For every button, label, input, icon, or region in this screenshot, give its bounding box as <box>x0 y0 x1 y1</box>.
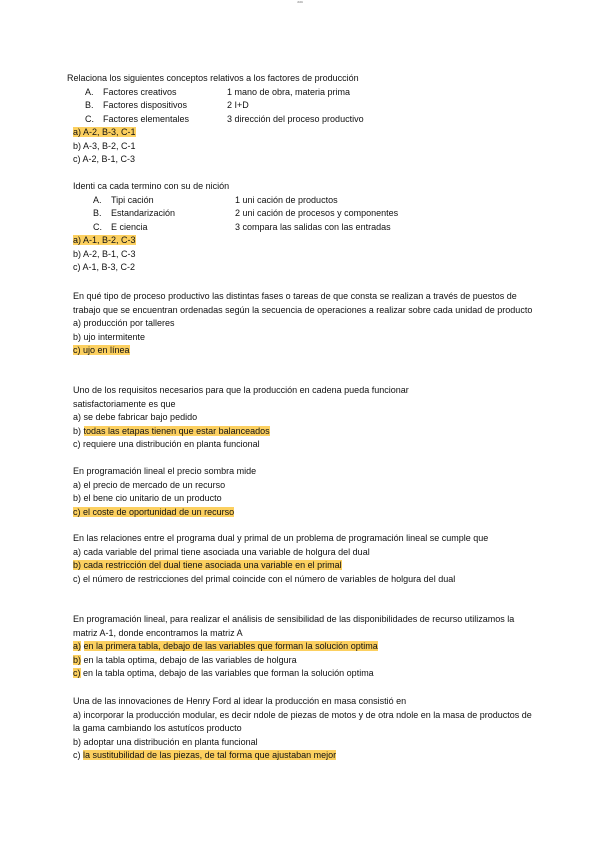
answer-option: c) el número de restricciones del primal coincide con el número de variables de holgura del dual <box>73 573 456 584</box>
question-4 <box>73 384 533 452</box>
question-6 <box>73 532 533 586</box>
question-prompt: Relaciona los siguientes conceptos relativos a los factores de producción <box>67 73 359 83</box>
question-prompt: Una de las innovaciones de Henry Ford al idear la producción en masa consistió en <box>73 696 407 706</box>
page-header-mark: ᵃᵃᵃ <box>297 0 303 6</box>
answer-option: a) cada variable del primal tiene asociada una variable de holgura del dual <box>73 546 370 557</box>
matching-row: C. E ciencia 3 compara las salidas con las entradas <box>93 221 391 232</box>
answer-option: b) A-3, B-2, C-1 <box>73 140 136 151</box>
matching-table <box>73 194 533 235</box>
answer-option <box>73 506 533 520</box>
question-3 <box>73 290 533 358</box>
answer-option <box>73 126 527 140</box>
answer-option: c) A-2, B-1, C-3 <box>73 154 136 164</box>
answer-option <box>73 344 533 358</box>
question-7 <box>73 613 533 681</box>
question-1 <box>67 72 527 167</box>
answer-option: a) el precio de mercado de un recurso <box>73 479 226 490</box>
matching-row: A. Tipi cación 1 uni cación de productos <box>93 194 338 205</box>
matching-row: B. Factores dispositivos 2 I+D <box>85 100 249 110</box>
answer-option: c) en la tabla optima, debajo de las variables que forman la solución optima <box>73 668 374 678</box>
highlighted-answer: b) cada restricción del dual tiene asociada una variable en el primal <box>73 560 342 570</box>
highlighted-answer: todas las etapas tienen que estar balanceados <box>83 425 270 436</box>
answer-option: b) adoptar una distribución en planta funcional <box>73 736 258 747</box>
answer-option: a) producción por talleres <box>73 318 175 328</box>
answer-option <box>73 234 533 248</box>
answer-option: b) el bene cio unitario de un producto <box>73 493 222 503</box>
matching-row: B. Estandarización 2 uni cación de procesos y componentes <box>93 208 399 218</box>
question-prompt: Identi ca cada termino con su de nición <box>73 181 230 191</box>
answer-option: c) requiere una distribución en planta funcional <box>73 439 260 449</box>
highlighted-answer: c) el coste de oportunidad de un recurso <box>73 506 235 517</box>
highlighted-answer: la sustitubilidad de las piezas, de tal forma que ajustaban mejor <box>83 750 337 760</box>
matching-row: C. Factores elementales 3 dirección del proceso productivo <box>85 113 364 124</box>
answer-option: b) ujo intermitente <box>73 331 146 342</box>
answer-option: a) incorporar la producción modular, es decir ndole de piezas de motos y de otra ndole en la masa de productos de la gama cambiando los astutícos producto <box>73 709 532 733</box>
answer-option: c) la sustitubilidad de las piezas, de tal forma que ajustaban mejor <box>73 750 337 760</box>
question-prompt: En programación lineal, para realizar el análisis de sensibilidad de las disponibilidades de recurso utilizamos la matriz A-1, donde encontramos la matriz A <box>73 614 515 638</box>
question-2 <box>73 180 533 275</box>
question-prompt: En qué tipo de proceso productivo las distintas fases o tareas de que consta se realizan a través de puestos de trabajo que se encuentran ordenadas según la secuencia de operaciones a realizar sobre cada unidad de producto <box>73 291 533 315</box>
question-prompt: En programación lineal el precio sombra mide <box>73 466 257 476</box>
highlighted-answer: en la primera tabla, debajo de las variables que forman la solución optima <box>83 641 378 651</box>
answer-option: b) A-2, B-1, C-3 <box>73 248 136 259</box>
answer-option: b) todas las etapas tienen que estar balanceados <box>73 425 270 436</box>
highlighted-answer: a) A-1, B-2, C-3 <box>73 235 136 245</box>
matching-row: A. Factores creativos 1 mano de obra, materia prima <box>85 86 351 97</box>
highlighted-answer: a) A-2, B-3, C-1 <box>73 127 136 137</box>
answer-option: c) A-1, B-3, C-2 <box>73 262 136 272</box>
question-5 <box>73 465 533 519</box>
question-8 <box>73 695 533 763</box>
answer-option: a) en la primera tabla, debajo de las variables que forman la solución optima <box>73 641 378 651</box>
answer-option: a) se debe fabricar bajo pedido <box>73 412 198 422</box>
matching-table <box>65 86 527 127</box>
question-prompt: Uno de los requisitos necesarios para que la producción en cadena pueda funcionar satisfactoriamente es que <box>73 385 409 409</box>
highlighted-answer: c) ujo en línea <box>73 345 130 355</box>
question-prompt: En las relaciones entre el programa dual y primal de un problema de programación lineal se cumple que <box>73 533 489 543</box>
answer-option <box>73 559 533 573</box>
answer-option: b) en la tabla optima, debajo de las variables de holgura <box>73 654 297 665</box>
